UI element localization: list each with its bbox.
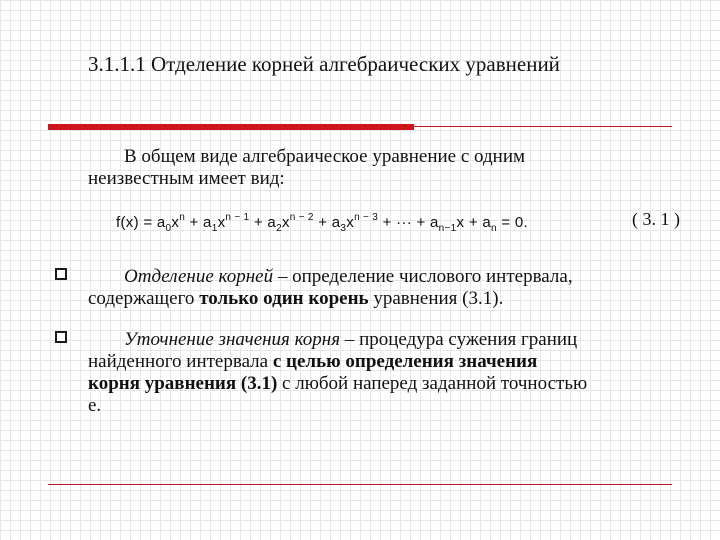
term-root-refinement: Уточнение значения корня	[124, 329, 341, 350]
intro-line-1: В общем виде алгебраическое уравнение с одним	[124, 146, 526, 167]
intro-paragraph	[88, 146, 688, 190]
term-root-separation: Отделение корней	[124, 266, 274, 287]
intro-line-2: неизвестным имеет вид:	[88, 168, 285, 189]
formula-lhs: f(x) = a	[116, 214, 166, 231]
bottom-divider-line	[48, 484, 672, 485]
bullet-square-icon	[55, 268, 67, 280]
bullet-item-root-separation: Отделение корней – определение числового интервала, содержащего только один корень уравнения (3.1).	[88, 266, 573, 309]
emphasis-equation-root: корня уравнения (3.1)	[88, 373, 278, 394]
emphasis-purpose: с целью определения значения	[272, 351, 538, 372]
equation-number: ( 3. 1 )	[632, 209, 680, 229]
bullet-item-root-refinement: Уточнение значения корня – процедура сужения границ найденного интервала с целью определения значения корня уравнения (3.1) с любой наперед заданной точностью e.	[88, 329, 588, 416]
slide-title: 3.1.1.1 Отделение корней алгебраических уравнений	[88, 52, 560, 76]
equation-formula: $f(x) = a_0x^n + a_1x^{n - 1} + a_2x^{n - 2} + a_3x^{n - 3}$ + ··· + $a_{n-1}x + a_n = 0$.	[116, 212, 528, 234]
emphasis-one-root: только один корень	[199, 288, 369, 309]
top-accent-bar	[48, 124, 414, 130]
bullet-square-icon	[55, 331, 67, 343]
